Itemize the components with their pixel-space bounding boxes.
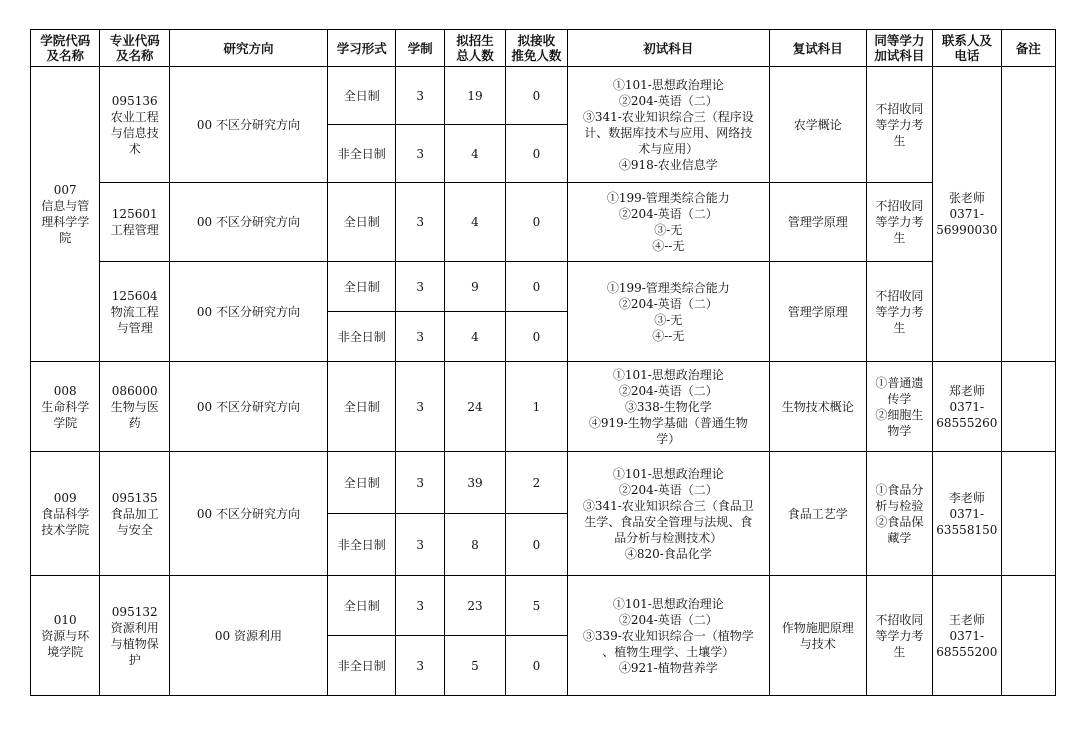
exempt-cell: 0 — [506, 262, 567, 312]
contact-cell: 郑老师 0371- 68555260 — [933, 362, 1001, 452]
study-form-cell: 全日制 — [328, 576, 396, 636]
study-form-cell: 全日制 — [328, 67, 396, 125]
exempt-cell: 1 — [506, 362, 567, 452]
duration-cell: 3 — [396, 67, 444, 125]
equal-cell: ①普通遗 传学 ②细胞生 物学 — [866, 362, 932, 452]
major-cell: 095132 资源利用 与植物保 护 — [100, 576, 169, 696]
duration-cell: 3 — [396, 362, 444, 452]
total-cell: 23 — [444, 576, 505, 636]
remarks-cell — [1001, 452, 1055, 576]
duration-cell: 3 — [396, 262, 444, 312]
major-cell: 095135 食品加工 与安全 — [100, 452, 169, 576]
exempt-cell: 0 — [506, 514, 567, 576]
header-retest: 复试科目 — [769, 30, 866, 67]
study-form-cell: 非全日制 — [328, 125, 396, 183]
direction-cell: 00 不区分研究方向 — [169, 452, 327, 576]
equal-cell: 不招收同 等学力考 生 — [866, 262, 932, 362]
total-cell: 39 — [444, 452, 505, 514]
study-form-cell: 全日制 — [328, 183, 396, 262]
retest-cell: 食品工艺学 — [769, 452, 866, 576]
table-row — [31, 452, 1056, 514]
direction-cell: 00 不区分研究方向 — [169, 362, 327, 452]
college-cell: 008 生命科学 学院 — [31, 362, 100, 452]
header-study-form: 学习形式 — [328, 30, 396, 67]
header-exam: 初试科目 — [567, 30, 769, 67]
direction-cell: 00 不区分研究方向 — [169, 67, 327, 183]
exempt-cell: 0 — [506, 312, 567, 362]
retest-cell: 作物施肥原理 与技术 — [769, 576, 866, 696]
duration-cell: 3 — [396, 636, 444, 696]
duration-cell: 3 — [396, 576, 444, 636]
exempt-cell: 0 — [506, 125, 567, 183]
college-cell: 010 资源与环 境学院 — [31, 576, 100, 696]
major-cell: 125604 物流工程 与管理 — [100, 262, 169, 362]
equal-cell: 不招收同 等学力考 生 — [866, 183, 932, 262]
major-cell: 095136 农业工程 与信息技 术 — [100, 67, 169, 183]
header-college: 学院代码 及名称 — [31, 30, 100, 67]
duration-cell: 3 — [396, 183, 444, 262]
study-form-cell: 非全日制 — [328, 636, 396, 696]
table-row — [31, 576, 1056, 636]
table-row — [31, 67, 1056, 125]
total-cell: 5 — [444, 636, 505, 696]
retest-cell: 生物技术概论 — [769, 362, 866, 452]
direction-cell: 00 不区分研究方向 — [169, 183, 327, 262]
total-cell: 19 — [444, 67, 505, 125]
study-form-cell: 全日制 — [328, 262, 396, 312]
remarks-cell — [1001, 576, 1055, 696]
equal-cell: 不招收同 等学力考 生 — [866, 576, 932, 696]
header-remarks: 备注 — [1001, 30, 1055, 67]
study-form-cell: 非全日制 — [328, 312, 396, 362]
exempt-cell: 0 — [506, 183, 567, 262]
exam-cell: ①101-思想政治理论 ②204-英语（二） ③341-农业知识综合三（食品卫 生学、食品安全管理与法规、食 品分析与检测技术） ④820-食品化学 — [567, 452, 769, 576]
header-exempt: 拟接收 推免人数 — [506, 30, 567, 67]
total-cell: 4 — [444, 125, 505, 183]
header-total: 拟招生 总人数 — [444, 30, 505, 67]
equal-cell: 不招收同 等学力考 生 — [866, 67, 932, 183]
exam-cell: ①101-思想政治理论 ②204-英语（二） ③339-农业知识综合一（植物学 、植物生理学、土壤学） ④921-植物营养学 — [567, 576, 769, 696]
major-cell: 125601 工程管理 — [100, 183, 169, 262]
duration-cell: 3 — [396, 452, 444, 514]
total-cell: 24 — [444, 362, 505, 452]
duration-cell: 3 — [396, 125, 444, 183]
contact-cell: 李老师 0371- 63558150 — [933, 452, 1001, 576]
exempt-cell: 0 — [506, 67, 567, 125]
retest-cell: 管理学原理 — [769, 183, 866, 262]
header-major: 专业代码 及名称 — [100, 30, 169, 67]
table-row — [31, 362, 1056, 452]
exempt-cell: 2 — [506, 452, 567, 514]
exam-cell: ①101-思想政治理论 ②204-英语（二） ③338-生物化学 ④919-生物学基础（普通生物 学） — [567, 362, 769, 452]
retest-cell: 农学概论 — [769, 67, 866, 183]
header-row — [31, 30, 1056, 67]
direction-cell: 00 资源利用 — [169, 576, 327, 696]
header-contact: 联系人及 电话 — [933, 30, 1001, 67]
direction-cell: 00 不区分研究方向 — [169, 262, 327, 362]
header-direction: 研究方向 — [169, 30, 327, 67]
study-form-cell: 全日制 — [328, 362, 396, 452]
college-cell: 007 信息与管 理科学学 院 — [31, 67, 100, 362]
table-row — [31, 262, 1056, 312]
equal-cell: ①食品分 析与检验 ②食品保 藏学 — [866, 452, 932, 576]
contact-cell: 张老师 0371- 56990030 — [933, 67, 1001, 362]
exam-cell: ①199-管理类综合能力 ②204-英语（二） ③-无 ④--无 — [567, 183, 769, 262]
study-form-cell: 全日制 — [328, 452, 396, 514]
duration-cell: 3 — [396, 514, 444, 576]
duration-cell: 3 — [396, 312, 444, 362]
exam-cell: ①101-思想政治理论 ②204-英语（二） ③341-农业知识综合三（程序设 计、数据库技术与应用、网络技 术与应用） ④918-农业信息学 — [567, 67, 769, 183]
remarks-cell — [1001, 67, 1055, 362]
total-cell: 4 — [444, 183, 505, 262]
retest-cell: 管理学原理 — [769, 262, 866, 362]
major-cell: 086000 生物与医 药 — [100, 362, 169, 452]
exempt-cell: 5 — [506, 576, 567, 636]
college-cell: 009 食品科学 技术学院 — [31, 452, 100, 576]
header-equal: 同等学力 加试科目 — [866, 30, 932, 67]
exempt-cell: 0 — [506, 636, 567, 696]
total-cell: 9 — [444, 262, 505, 312]
study-form-cell: 非全日制 — [328, 514, 396, 576]
total-cell: 8 — [444, 514, 505, 576]
exam-cell: ①199-管理类综合能力 ②204-英语（二） ③-无 ④--无 — [567, 262, 769, 362]
contact-cell: 王老师 0371- 68555200 — [933, 576, 1001, 696]
header-duration: 学制 — [396, 30, 444, 67]
total-cell: 4 — [444, 312, 505, 362]
table-row — [31, 183, 1056, 262]
admissions-table — [30, 29, 1056, 696]
remarks-cell — [1001, 362, 1055, 452]
